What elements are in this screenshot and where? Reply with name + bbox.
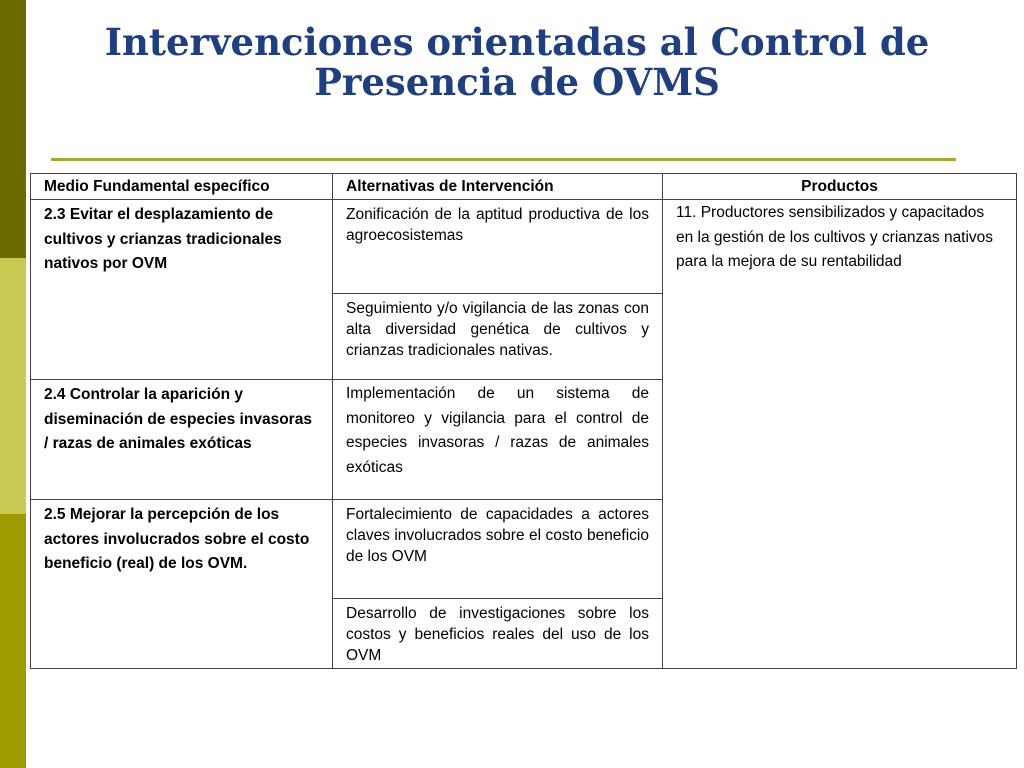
side-bar-segment-dark [0, 0, 26, 258]
decorative-side-bar [0, 0, 26, 768]
side-bar-segment-light [0, 258, 26, 514]
medio-cell: 2.3 Evitar el desplazamiento de cultivos y crianzas tradicionales nativos por OVM [31, 200, 333, 380]
medio-cell: 2.5 Mejorar la percepción de los actores involucrados sobre el costo beneficio (real) de los OVM. [31, 500, 333, 669]
header-medio: Medio Fundamental específico [31, 174, 333, 200]
header-alternativas: Alternativas de Intervención [333, 174, 663, 200]
table-row [31, 200, 1017, 294]
medio-cell: 2.4 Controlar la aparición y diseminación de especies invasoras / razas de animales exóticas [31, 380, 333, 500]
alternativa-cell: Zonificación de la aptitud productiva de los agroecosistemas [333, 200, 663, 294]
header-productos: Productos [663, 174, 1017, 200]
alternativa-cell: Desarrollo de investigaciones sobre los costos y beneficios reales del uso de los OVM [333, 599, 663, 669]
table-header-row [31, 174, 1017, 200]
alternativa-cell: Seguimiento y/o vigilancia de las zonas con alta diversidad genética de cultivos y crianzas tradicionales nativas. [333, 294, 663, 380]
alternativa-cell: Fortalecimiento de capacidades a actores claves involucrados sobre el costo beneficio de los OVM [333, 500, 663, 599]
slide-title: Intervenciones orientadas al Control de Presencia de OVMS [104, 20, 930, 104]
interventions-table [30, 173, 1017, 669]
title-underline [51, 158, 956, 161]
side-bar-segment-mid [0, 514, 26, 768]
alternativa-cell: Implementación de un sistema de monitoreo y vigilancia para el control de especies invasoras / razas de animales exóticas [333, 380, 663, 500]
producto-cell: 11. Productores sensibilizados y capacitados en la gestión de los cultivos y crianzas nativos para la mejora de su rentabilidad [663, 200, 1017, 669]
